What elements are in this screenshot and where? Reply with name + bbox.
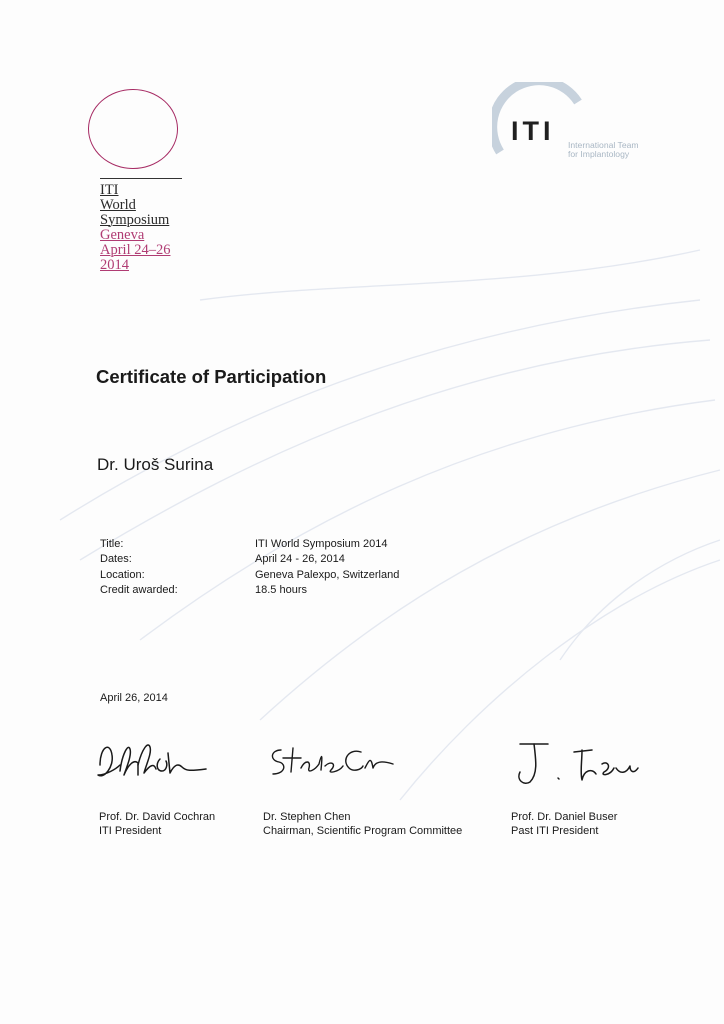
iti-name-line: for Implantology (568, 149, 630, 159)
signatory-role: Chairman, Scientific Program Committee (263, 825, 463, 837)
iti-full-name (568, 141, 639, 159)
detail-row (100, 552, 399, 567)
certificate-title: Certificate of Participation (96, 366, 327, 387)
symposium-line: ITI (100, 182, 119, 198)
signatory-block (263, 810, 462, 838)
signatory-name: Prof. Dr. David Cochran (99, 811, 216, 823)
signatory-name: Prof. Dr. Daniel Buser (511, 811, 618, 823)
signatory-name: Dr. Stephen Chen (263, 811, 351, 823)
detail-row (100, 583, 399, 598)
symposium-line: 2014 (100, 257, 129, 273)
detail-label: Title: (100, 538, 124, 550)
detail-row (100, 537, 399, 552)
iti-mark: ITI (511, 116, 555, 146)
recipient-name: Dr. Uroš Surina (97, 455, 214, 474)
iti-brand-logo (492, 82, 672, 172)
detail-label: Credit awarded: (100, 583, 178, 596)
detail-value: 18.5 hours (255, 583, 307, 596)
signatory-role: Past ITI President (511, 825, 599, 837)
iti-name-line: International Team (568, 140, 639, 150)
detail-value: April 24 - 26, 2014 (255, 553, 345, 566)
symposium-circle-logo (88, 89, 178, 169)
symposium-line: Symposium (100, 212, 170, 228)
symposium-line: Geneva (100, 227, 145, 243)
signature-buser (512, 738, 642, 793)
signatory-block (99, 810, 215, 838)
details-table (100, 537, 399, 598)
symposium-line: April 24–26 (100, 242, 171, 258)
issue-date: April 26, 2014 (100, 692, 168, 704)
signature-cochran (94, 735, 214, 795)
detail-value: Geneva Palexpo, Switzerland (255, 568, 400, 581)
detail-label: Location: (100, 568, 145, 581)
symposium-divider (100, 178, 182, 179)
detail-value: ITI World Symposium 2014 (255, 538, 388, 550)
symposium-wordmark (100, 183, 170, 273)
signatory-role: ITI President (99, 825, 162, 837)
symposium-line: World (100, 197, 136, 213)
detail-label: Dates: (100, 553, 132, 566)
signatory-block (511, 810, 617, 838)
signature-chen (265, 740, 395, 785)
detail-row (100, 568, 399, 583)
